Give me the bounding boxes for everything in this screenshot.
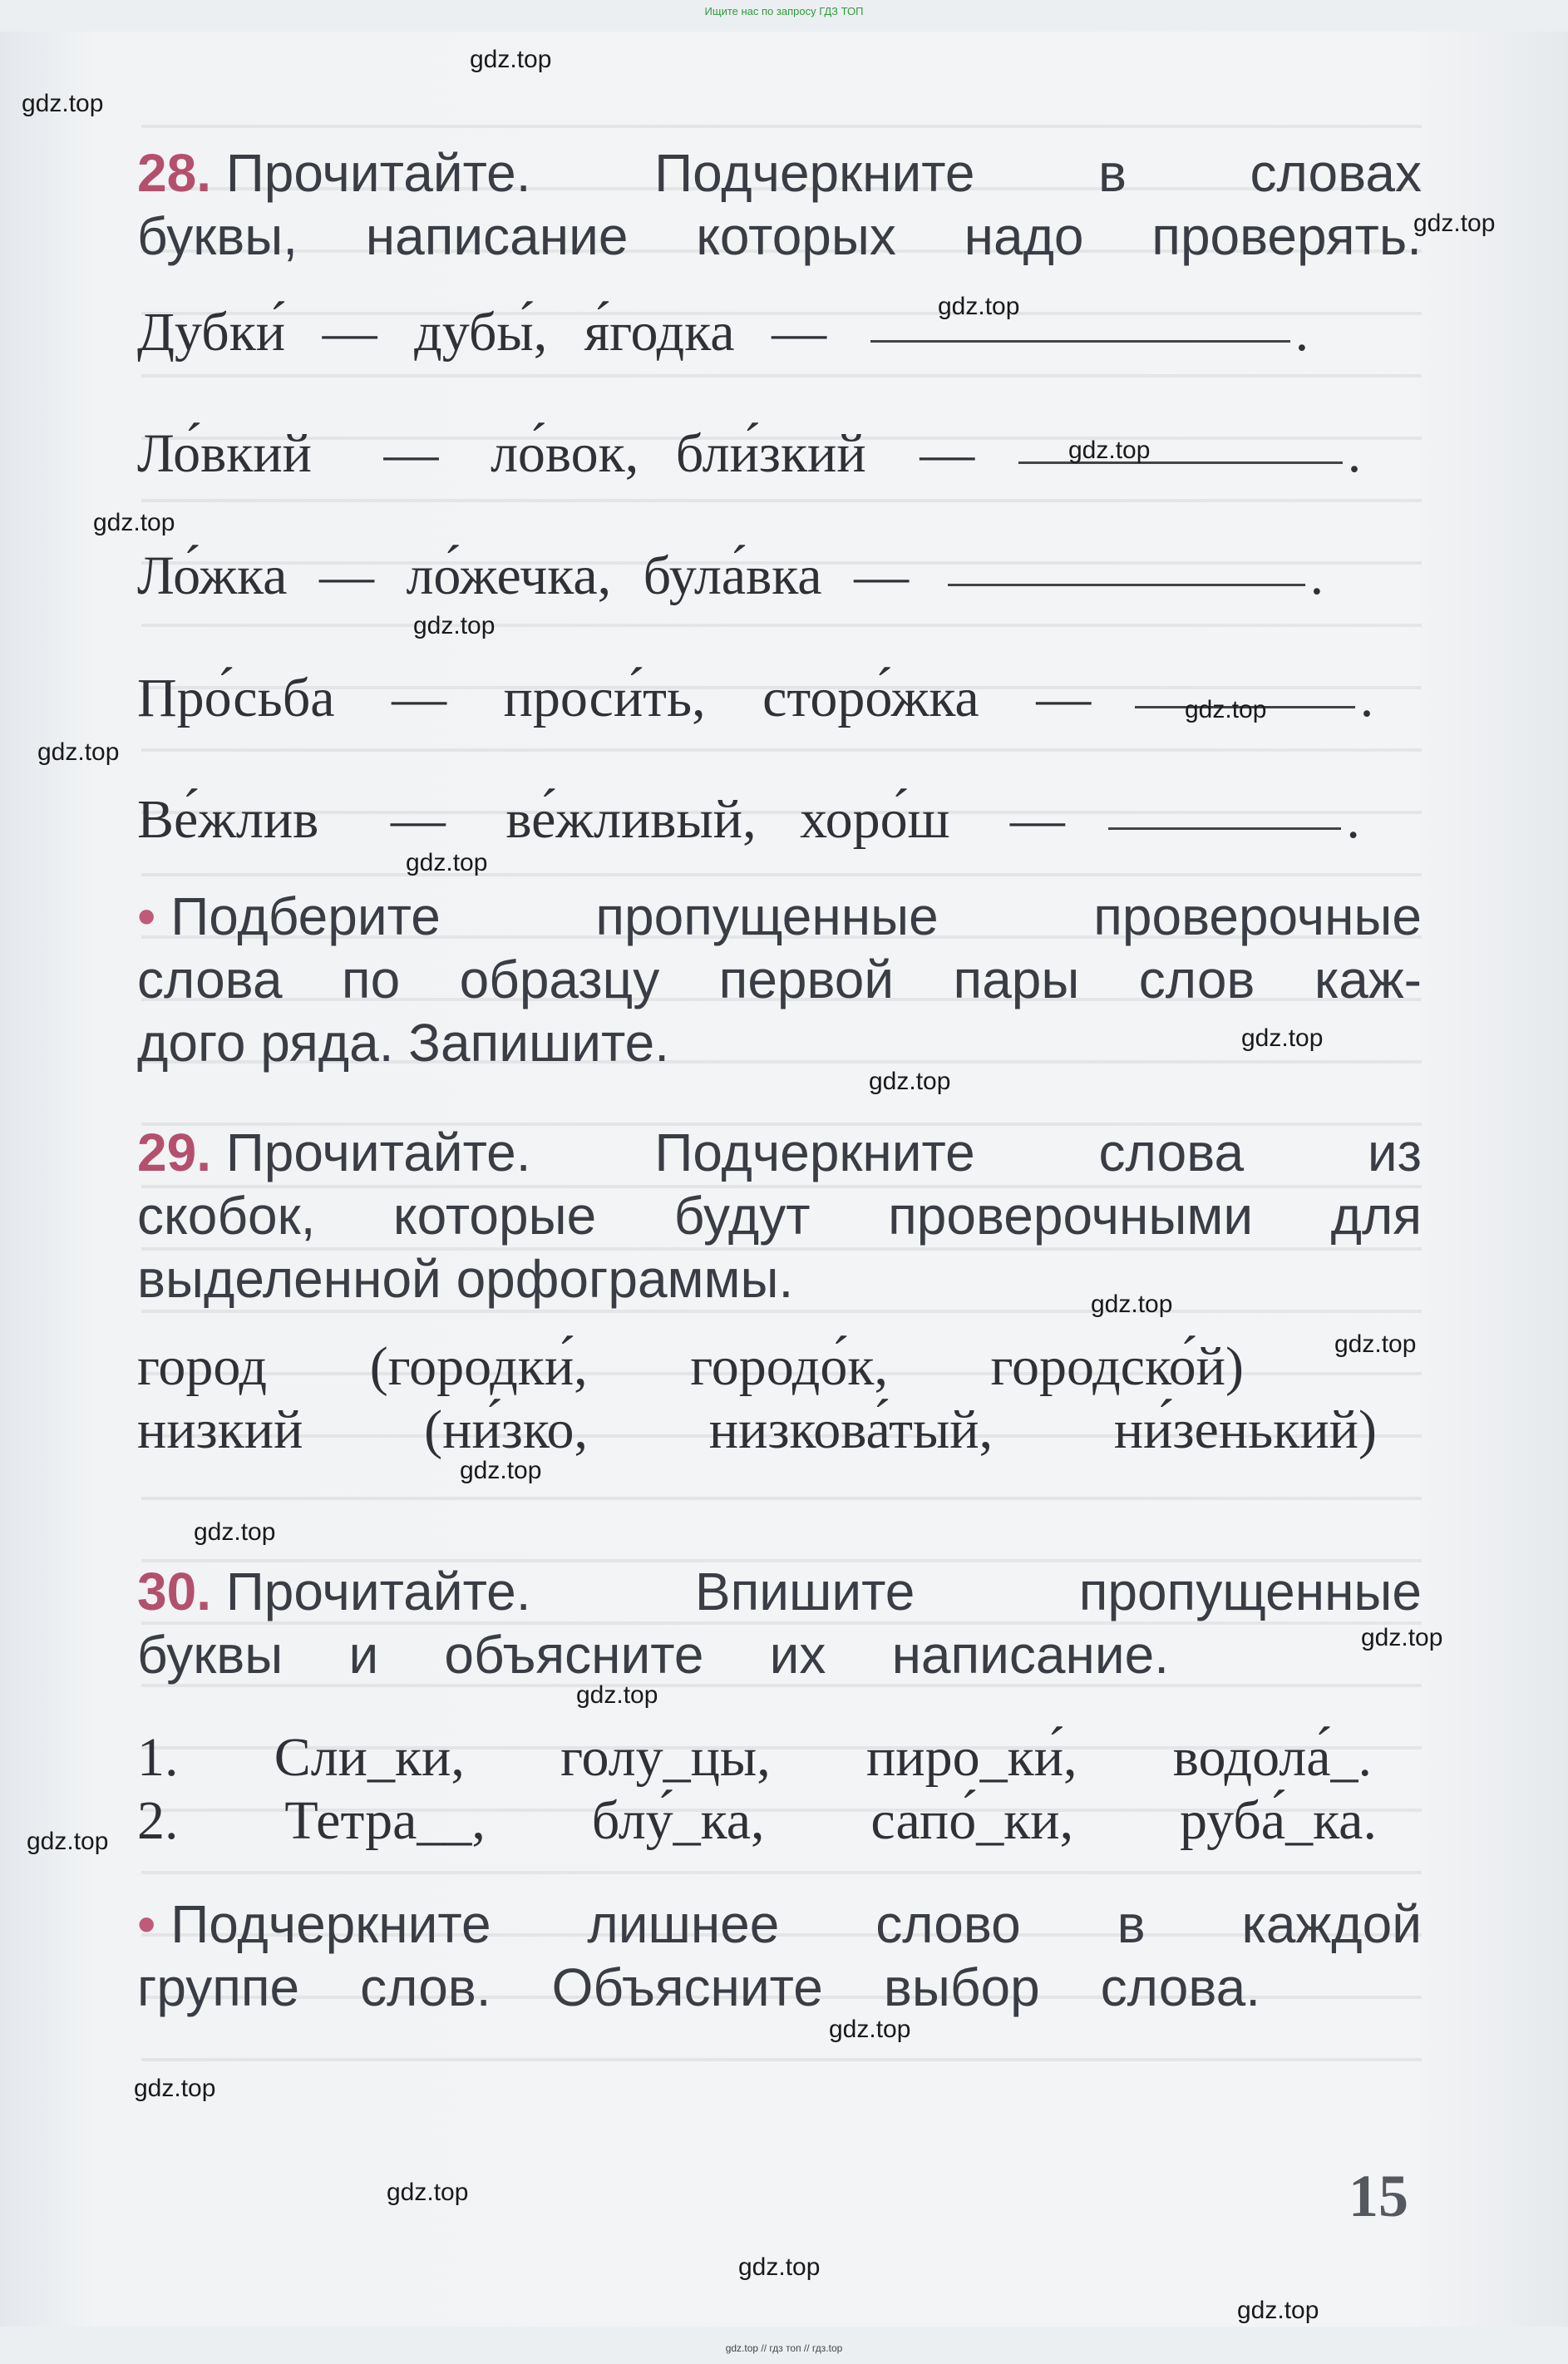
watermark: gdz.top <box>406 849 488 876</box>
ex28-row-5: Ве́жлив — ве́жливый, хоро́ш — . <box>137 789 1360 850</box>
watermark: gdz.top <box>37 738 120 766</box>
watermark: gdz.top <box>134 2075 216 2102</box>
answer-blank[interactable] <box>870 332 1290 343</box>
ex29-line-3: выделенной орфограммы. <box>137 1249 794 1309</box>
ex30-bullet-line-1: • Подчеркните лишнее слово в каждой <box>137 1894 1422 1954</box>
answer-blank[interactable] <box>1108 819 1341 830</box>
ex29-line-1: 29. Прочитайте. Подчеркните слова из <box>137 1123 1422 1182</box>
ex28-line-1: 28. Прочитайте. Подчеркните в словах <box>137 143 1422 203</box>
watermark: gdz.top <box>1068 437 1151 464</box>
footer-note: gdz.top // гдз топ // гдз.top <box>725 2342 843 2354</box>
ex28-row-3: Ло́жка — ло́жечка, була́вка — . <box>137 545 1324 606</box>
ex28-row-1: Дубки́ — дубы́, я́годка — . <box>137 302 1309 363</box>
answer-blank[interactable] <box>948 575 1305 586</box>
ex30-line-2: буквы и объясните их написание. <box>137 1625 1169 1685</box>
watermark: gdz.top <box>1361 1624 1443 1651</box>
ex28-bullet-line-1: • Подберите пропущенные проверочные <box>137 886 1422 946</box>
ex29-words-2: низкий (ни́зко, низкова́тый, ни́зенький) <box>137 1399 1377 1460</box>
watermark: gdz.top <box>22 90 104 117</box>
ex29-words-1: город (городки́, городо́к, городско́й) <box>137 1336 1244 1397</box>
watermark: gdz.top <box>470 46 552 73</box>
watermark: gdz.top <box>1413 210 1496 237</box>
watermark: gdz.top <box>869 1068 951 1095</box>
watermark: gdz.top <box>938 293 1020 320</box>
ex30-row-1: 1. Сли_ки, голу_цы, пиро_ки́, водола́_. <box>137 1727 1372 1788</box>
ex30-number: 30. <box>137 1562 211 1621</box>
ex28-number: 28. <box>137 143 211 203</box>
ex29-number: 29. <box>137 1123 211 1182</box>
watermark: gdz.top <box>738 2253 821 2281</box>
answer-blank[interactable] <box>1018 453 1343 464</box>
ex28-row-4: Про́сьба — проси́ть, сторо́жка — . <box>137 668 1374 728</box>
ex30-line-1: 30. Прочитайте. Впишите пропущенные <box>137 1562 1422 1621</box>
ex30-row-2: 2. Тетра__, блу́_ка, сапо́_ки, руба́_ка. <box>137 1790 1377 1851</box>
watermark: gdz.top <box>387 2179 469 2206</box>
watermark: gdz.top <box>1091 1291 1173 1318</box>
watermark: gdz.top <box>194 1518 276 1546</box>
ex29-line-2: скобок, которые будут проверочными для <box>137 1186 1422 1246</box>
watermark: gdz.top <box>1241 1024 1324 1052</box>
ex28-bullet-line-2: слова по образцу первой пары слов каж- <box>137 950 1422 1009</box>
watermark: gdz.top <box>1334 1330 1417 1358</box>
watermark: gdz.top <box>413 612 496 639</box>
watermark: gdz.top <box>27 1828 109 1855</box>
watermark: gdz.top <box>576 1681 658 1709</box>
ex30-bullet-line-2: группе слов. Объясните выбор слова. <box>137 1957 1260 2017</box>
ex28-line-2: буквы, написание которых надо проверять. <box>137 206 1422 266</box>
watermark: gdz.top <box>460 1457 542 1484</box>
watermark: gdz.top <box>1185 696 1267 723</box>
watermark: gdz.top <box>93 509 175 536</box>
ex28-row-2: Ло́вкий — ло́вок, бли́зкий — . <box>137 423 1362 484</box>
ex28-bullet-line-3: дого ряда. Запишите. <box>137 1013 669 1073</box>
watermark: gdz.top <box>829 2016 911 2043</box>
page-number: 15 <box>1349 2163 1408 2229</box>
watermark: gdz.top <box>1237 2297 1319 2324</box>
header-note: Ищите нас по запросу ГДЗ ТОП <box>704 5 864 17</box>
